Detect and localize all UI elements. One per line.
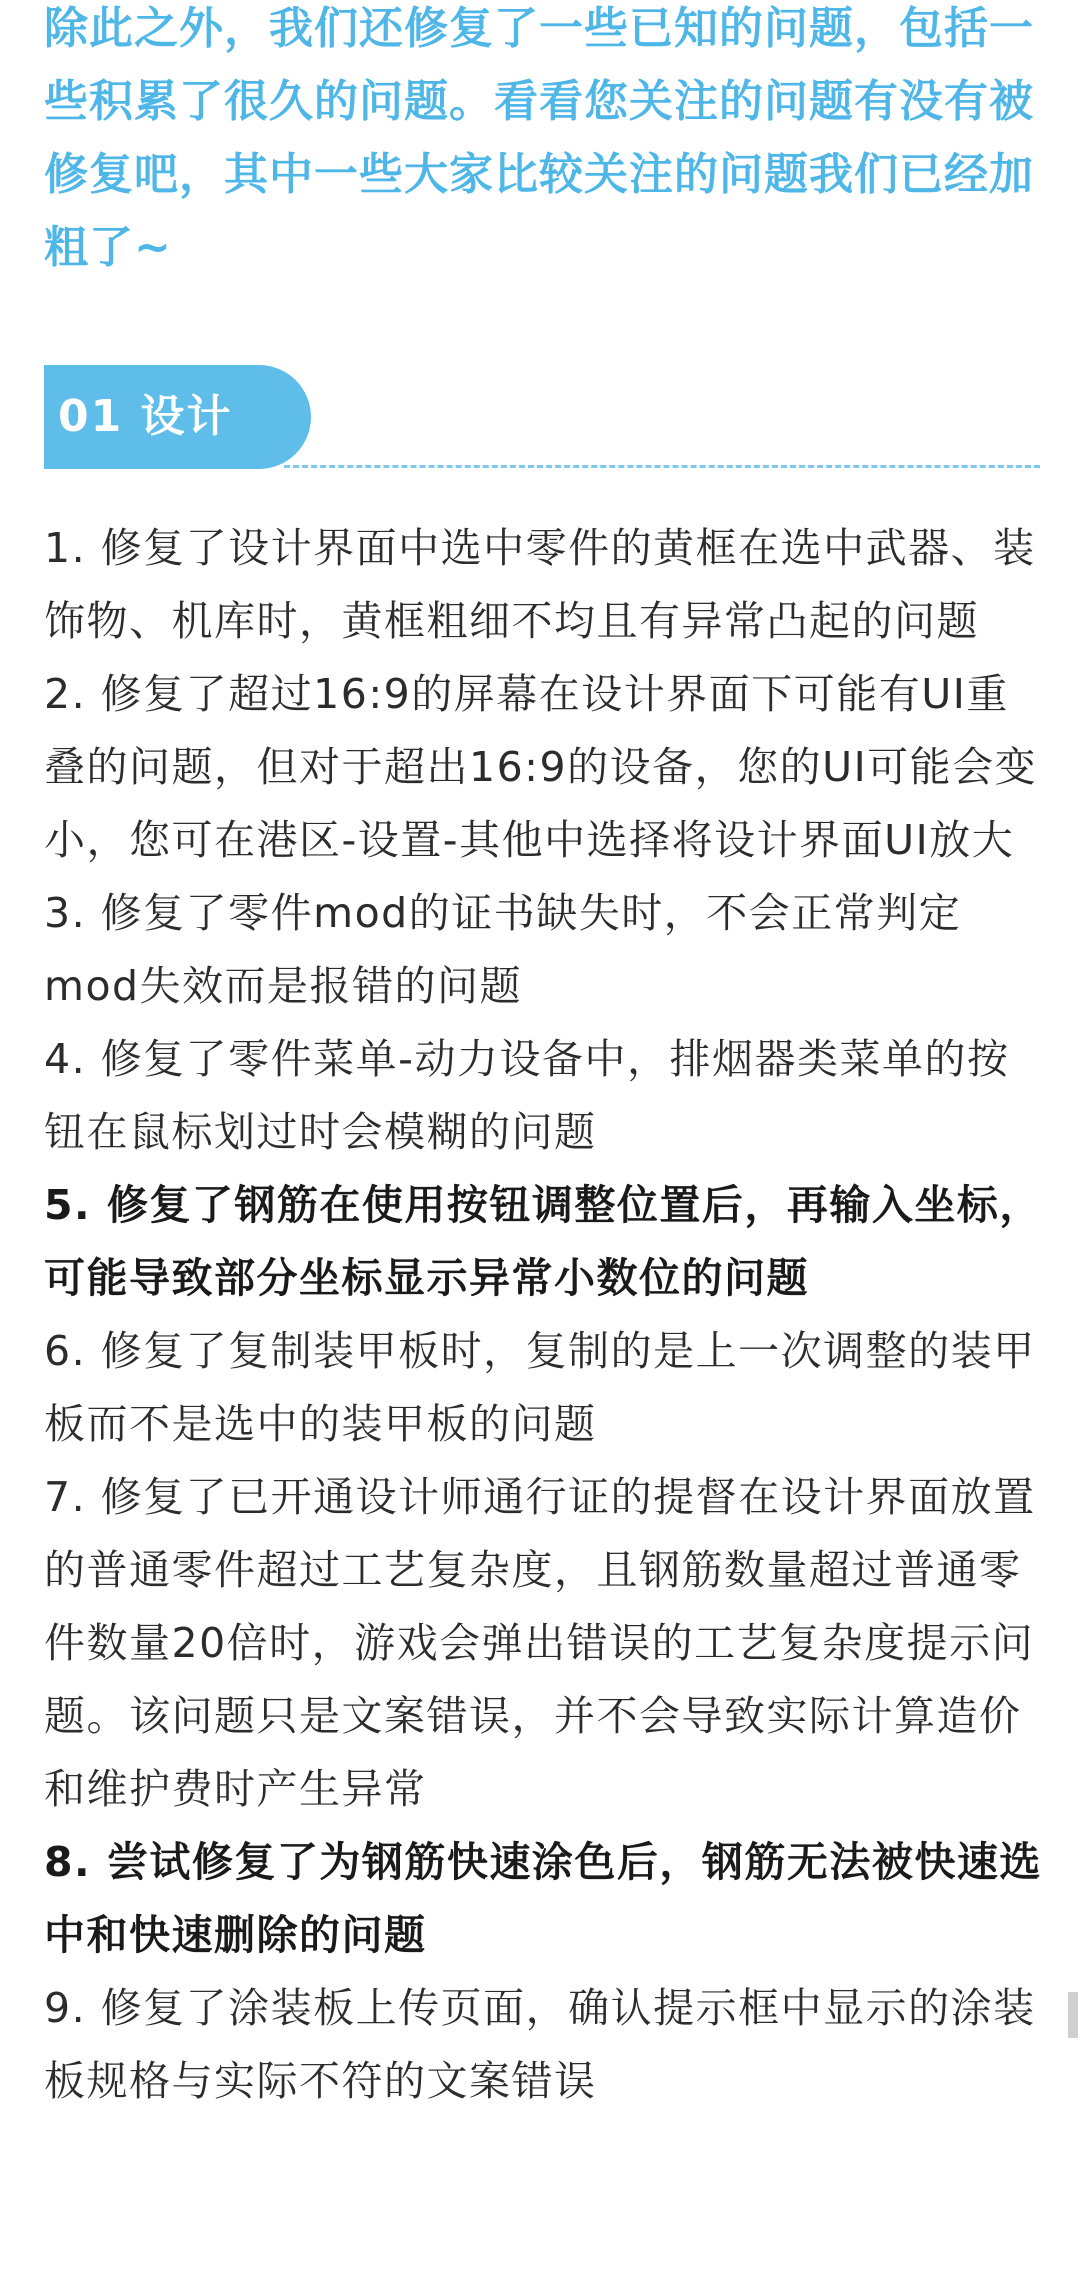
fix-item-6: 6. 修复了复制装甲板时，复制的是上一次调整的装甲板而不是选中的装甲板的问题: [44, 1327, 1036, 1448]
fix-item-2: 2. 修复了超过16:9的屏幕在设计界面下可能有UI重叠的问题，但对于超出16:9的设备，您的UI可能会变小，您可在港区-设置-其他中选择将设计界面UI放大: [44, 670, 1038, 864]
scrollbar-thumb[interactable]: [1068, 1992, 1078, 2038]
fix-item-7: 7. 修复了已开通设计师通行证的提督在设计界面放置的普通零件超过工艺复杂度，且钢筋数量超过普通零件数量20倍时，游戏会弹出错误的工艺复杂度提示问题。该问题只是文案错误，并不会导致实际计算造价和维护费时产生异常: [44, 1473, 1036, 1813]
fix-item-8: 8. 尝试修复了为钢筋快速涂色后，钢筋无法被快速选中和快速删除的问题: [44, 1838, 1042, 1959]
fix-list: [44, 512, 1044, 2118]
fix-item-5: 5. 修复了钢筋在使用按钮调整位置后，再输入坐标，可能导致部分坐标显示异常小数位的问题: [44, 1181, 1042, 1302]
section-title: 01 设计: [44, 365, 311, 469]
section-header: [44, 365, 1040, 469]
intro-paragraph: 除此之外，我们还修复了一些已知的问题，包括一些积累了很久的问题。看看您关注的问题有没有被修复吧，其中一些大家比较关注的问题我们已经加粗了~: [44, 3, 1034, 273]
fix-item-4: 4. 修复了零件菜单-动力设备中，排烟器类菜单的按钮在鼠标划过时会模糊的问题: [44, 1035, 1010, 1156]
fix-item-9: 9. 修复了涂装板上传页面，确认提示框中显示的涂装板规格与实际不符的文案错误: [44, 1984, 1036, 2105]
fix-item-3: 3. 修复了零件mod的证书缺失时，不会正常判定mod失效而是报错的问题: [44, 889, 962, 1010]
section-divider: [284, 465, 1040, 468]
fix-item-1: 1. 修复了设计界面中选中零件的黄框在选中武器、装饰物、机库时，黄框粗细不均且有异常凸起的问题: [44, 524, 1036, 645]
